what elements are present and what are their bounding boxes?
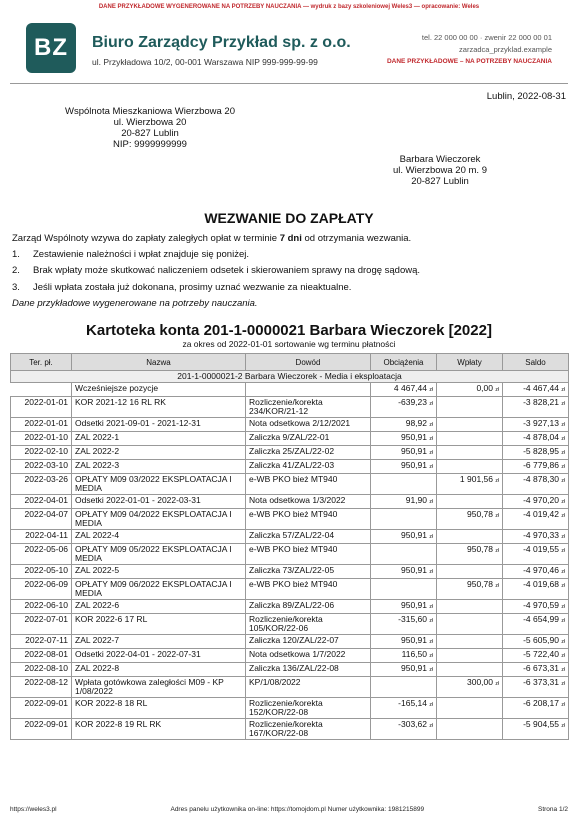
cell-balance: -3 828,21 zł	[503, 397, 569, 418]
cell-debit	[371, 509, 437, 530]
cell-name: Odsetki 2021-09-01 - 2021-12-31	[72, 418, 246, 432]
cell-balance: -6 673,31 zł	[503, 663, 569, 677]
cell-balance: -4 019,68 zł	[503, 579, 569, 600]
cell-balance: -4 970,46 zł	[503, 565, 569, 579]
cell-name: ZAL 2022-3	[72, 460, 246, 474]
cell-date: 2022-09-01	[11, 698, 72, 719]
ledger-table	[10, 353, 569, 740]
recipient-address	[360, 154, 520, 187]
table-row	[11, 698, 569, 719]
cell-date: 2022-03-10	[11, 460, 72, 474]
cell-name: ZAL 2022-5	[72, 565, 246, 579]
contact-phone: tel. 22 000 00 00 · zwenir 22 000 00 01	[421, 33, 552, 42]
ledger-title: Kartoteka konta 201-1-0000021 Barbara Wieczorek [2022]	[86, 322, 492, 339]
cell-credit	[437, 460, 503, 474]
cell-date: 2022-08-12	[11, 677, 72, 698]
cell-doc: Zaliczka 41/ZAL/22-03	[246, 460, 371, 474]
cell-doc: KP/1/08/2022	[246, 677, 371, 698]
table-row	[11, 677, 569, 698]
cell-debit: 98,92 zł	[371, 418, 437, 432]
cell-date: 2022-05-06	[11, 544, 72, 565]
cell-doc: e-WB PKO bież MT940	[246, 544, 371, 565]
cell-credit	[437, 432, 503, 446]
letter-date: Lublin, 2022-08-31	[486, 91, 566, 102]
cell-name: KOR 2022-8 19 RL RK	[72, 719, 246, 740]
cell-debit: 950,91 zł	[371, 635, 437, 649]
cell-debit: 950,91 zł	[371, 530, 437, 544]
cell-debit: 91,90 zł	[371, 495, 437, 509]
cell-date: 2022-06-10	[11, 600, 72, 614]
cell-credit	[437, 565, 503, 579]
table-row	[11, 565, 569, 579]
cell-balance: -4 654,99 zł	[503, 614, 569, 635]
cell-name: Odsetki 2022-01-01 - 2022-03-31	[72, 495, 246, 509]
contact-site: zarzadca_przyklad.example	[459, 45, 552, 54]
opening-credit: 0,00 zł	[437, 383, 503, 397]
cell-balance: -5 904,55 zł	[503, 719, 569, 740]
opening-debit: 4 467,44 zł	[371, 383, 437, 397]
cell-doc: Zaliczka 89/ZAL/22-06	[246, 600, 371, 614]
cell-balance: -4 878,04 zł	[503, 432, 569, 446]
cell-date: 2022-06-09	[11, 579, 72, 600]
points-list	[12, 247, 566, 296]
cell-debit	[371, 677, 437, 698]
cell-name: KOR 2022-6 17 RL	[72, 614, 246, 635]
cell-credit: 950,78 zł	[437, 579, 503, 600]
cell-balance: -4 878,30 zł	[503, 474, 569, 495]
sender-line: NIP: 9999999999	[113, 139, 187, 150]
cell-doc: Zaliczka 136/ZAL/22-08	[246, 663, 371, 677]
cell-doc: Rozliczenie/korekta 234/KOR/21-12	[246, 397, 371, 418]
cell-date: 2022-07-11	[11, 635, 72, 649]
table-row	[11, 397, 569, 418]
sender-line: Wspólnota Mieszkaniowa Wierzbowa 20	[64, 106, 236, 117]
cell-doc: Zaliczka 9/ZAL/22-01	[246, 432, 371, 446]
table-row	[11, 530, 569, 544]
cell-credit: 300,00 zł	[437, 677, 503, 698]
col-header-debit: Obciążenia	[371, 354, 437, 371]
cell-doc: Zaliczka 120/ZAL/22-07	[246, 635, 371, 649]
cell-balance: -5 722,40 zł	[503, 649, 569, 663]
table-row	[11, 418, 569, 432]
company-contact	[387, 32, 552, 68]
footer-right: Strona 1/2	[538, 806, 568, 813]
cell-credit	[437, 635, 503, 649]
cell-date: 2022-09-01	[11, 719, 72, 740]
cell-date: 2022-01-01	[11, 397, 72, 418]
cell-date: 2022-07-01	[11, 614, 72, 635]
table-row	[11, 495, 569, 509]
table-row	[11, 635, 569, 649]
cell-name: OPŁATY M09 05/2022 EKSPLOATACJA I MEDIA	[72, 544, 246, 565]
footer-center: Adres panelu użytkownika on-line: https://tomojdom.pl Numer użytkownika: 1981215899	[170, 806, 425, 813]
cell-name: ZAL 2022-8	[72, 663, 246, 677]
cell-doc: Rozliczenie/korekta 152/KOR/22-08	[246, 698, 371, 719]
cell-balance: -6 779,86 zł	[503, 460, 569, 474]
cell-name: KOR 2022-8 18 RL	[72, 698, 246, 719]
cell-doc: Nota odsetkowa 1/7/2022	[246, 649, 371, 663]
cell-debit: -165,14 zł	[371, 698, 437, 719]
col-header-doc: Dowód	[246, 354, 371, 371]
cell-balance: -5 605,90 zł	[503, 635, 569, 649]
table-row	[11, 432, 569, 446]
cell-name: ZAL 2022-7	[72, 635, 246, 649]
cell-credit	[437, 530, 503, 544]
cell-date: 2022-08-01	[11, 649, 72, 663]
company-logo: BZ	[26, 23, 76, 73]
cell-debit: 950,91 zł	[371, 446, 437, 460]
cell-credit	[437, 614, 503, 635]
cell-name: OPŁATY M09 04/2022 EKSPLOATACJA I MEDIA	[72, 509, 246, 530]
company-name: Biuro Zarządcy Przykład sp. z o.o.	[92, 34, 351, 51]
cell-credit: 1 901,56 zł	[437, 474, 503, 495]
col-header-name: Nazwa	[72, 354, 246, 371]
recipient-line: 20-827 Lublin	[411, 176, 469, 187]
cell-name: ZAL 2022-6	[72, 600, 246, 614]
table-row	[11, 649, 569, 663]
cell-date: 2022-03-26	[11, 474, 72, 495]
cell-name: Wpłata gotówkowa zaległości M09 - KP 1/08/2022	[72, 677, 246, 698]
cell-doc: e-WB PKO bież MT940	[246, 474, 371, 495]
col-header-credit: Wpłaty	[437, 354, 503, 371]
list-item: 3. Jeśli wpłata została już dokonana, prosimy uznać wezwanie za nieaktualne.	[12, 281, 352, 293]
cell-name: Odsetki 2022-04-01 - 2022-07-31	[72, 649, 246, 663]
cell-balance: -6 373,31 zł	[503, 677, 569, 698]
cell-debit: 950,91 zł	[371, 565, 437, 579]
cell-debit: 950,91 zł	[371, 663, 437, 677]
cell-date: 2022-05-10	[11, 565, 72, 579]
cell-name: ZAL 2022-4	[72, 530, 246, 544]
opening-balance: -4 467,44 zł	[503, 383, 569, 397]
cell-credit	[437, 663, 503, 677]
letter-title: WEZWANIE DO ZAPŁATY	[204, 210, 374, 226]
cell-credit: 950,78 zł	[437, 544, 503, 565]
cell-date: 2022-04-01	[11, 495, 72, 509]
ledger-header-row	[11, 354, 569, 371]
cell-credit	[437, 495, 503, 509]
cell-balance: -3 927,13 zł	[503, 418, 569, 432]
cell-doc: Zaliczka 57/ZAL/22-04	[246, 530, 371, 544]
cell-doc: Zaliczka 73/ZAL/22-05	[246, 565, 371, 579]
cell-name: ZAL 2022-2	[72, 446, 246, 460]
cell-debit	[371, 474, 437, 495]
cell-doc: e-WB PKO bież MT940	[246, 509, 371, 530]
cell-debit: -639,23 zł	[371, 397, 437, 418]
sender-line: ul. Wierzbowa 20	[113, 117, 187, 128]
cell-date: 2022-04-11	[11, 530, 72, 544]
table-row	[11, 600, 569, 614]
ledger-subtitle: za okres od 2022-01-01 sortowanie wg terminu płatności	[182, 339, 396, 349]
cell-credit	[437, 698, 503, 719]
deadline: 7 dni	[279, 233, 302, 244]
cell-name: KOR 2021-12 16 RL RK	[72, 397, 246, 418]
cell-date: 2022-01-01	[11, 418, 72, 432]
intro-text: Zarząd Wspólnoty wzywa do zapłaty zaległych opłat w terminie 7 dni od otrzymania wezwania.	[12, 233, 412, 244]
cell-debit	[371, 579, 437, 600]
cell-credit	[437, 649, 503, 663]
company-address: ul. Przykładowa 10/2, 00-001 Warszawa NIP 999-999-99-99	[92, 57, 318, 67]
recipient-line: ul. Wierzbowa 20 m. 9	[393, 165, 487, 176]
opening-name: Wcześniejsze pozycje	[72, 383, 246, 397]
cell-credit	[437, 397, 503, 418]
list-item: 1. Zestawienie należności i wpłat znajduje się poniżej.	[12, 249, 249, 261]
cell-balance: -4 970,59 zł	[503, 600, 569, 614]
cell-debit: 950,91 zł	[371, 432, 437, 446]
table-row	[11, 474, 569, 495]
table-row	[11, 719, 569, 740]
cell-doc: Nota odsetkowa 2/12/2021	[246, 418, 371, 432]
cell-doc: Zaliczka 25/ZAL/22-02	[246, 446, 371, 460]
cell-debit: 950,91 zł	[371, 460, 437, 474]
table-row	[11, 460, 569, 474]
cell-date: 2022-08-10	[11, 663, 72, 677]
cell-debit: -303,62 zł	[371, 719, 437, 740]
sender-line: 20-827 Lublin	[121, 128, 179, 139]
letter-body	[12, 231, 566, 312]
col-header-date: Ter. pł.	[11, 354, 72, 371]
cell-balance: -6 208,17 zł	[503, 698, 569, 719]
cell-debit: -315,60 zł	[371, 614, 437, 635]
cell-date: 2022-04-07	[11, 509, 72, 530]
table-row	[11, 663, 569, 677]
cell-balance: -4 970,20 zł	[503, 495, 569, 509]
table-row	[11, 544, 569, 565]
group-row	[11, 371, 569, 383]
disclaimer: Dane przykładowe wygenerowane na potrzeby nauczania.	[12, 297, 258, 309]
table-row	[11, 509, 569, 530]
list-item: 2. Brak wpłaty może skutkować naliczeniem odsetek i skierowaniem sprawy na drogę sądową.	[12, 265, 421, 277]
cell-balance: -5 828,95 zł	[503, 446, 569, 460]
cell-credit	[437, 719, 503, 740]
cell-doc: Rozliczenie/korekta 167/KOR/22-08	[246, 719, 371, 740]
cell-doc: Nota odsetkowa 1/3/2022	[246, 495, 371, 509]
cell-debit: 950,91 zł	[371, 600, 437, 614]
cell-credit	[437, 600, 503, 614]
cell-name: ZAL 2022-1	[72, 432, 246, 446]
cell-date: 2022-02-10	[11, 446, 72, 460]
cell-credit	[437, 418, 503, 432]
contact-sample-note: DANE PRZYKŁADOWE – NA POTRZEBY NAUCZANIA	[386, 58, 552, 65]
cell-name: OPŁATY M09 03/2022 EKSPLOATACJA I MEDIA	[72, 474, 246, 495]
table-row	[11, 579, 569, 600]
recipient-line: Barbara Wieczorek	[399, 154, 481, 165]
cell-debit	[371, 544, 437, 565]
table-row	[11, 614, 569, 635]
page-footer	[10, 806, 568, 813]
cell-doc: e-WB PKO bież MT940	[246, 579, 371, 600]
cell-date: 2022-01-10	[11, 432, 72, 446]
sample-data-notice: DANE PRZYKŁADOWE WYGENEROWANE NA POTRZEBY NAUCZANIA — wydruk z bazy szkoleniowej Weles3 — opracowanie: Weles	[98, 4, 480, 10]
col-header-balance: Saldo	[503, 354, 569, 371]
cell-debit: 116,50 zł	[371, 649, 437, 663]
cell-balance: -4 970,33 zł	[503, 530, 569, 544]
cell-doc: Rozliczenie/korekta 105/KOR/22-06	[246, 614, 371, 635]
cell-name: OPŁATY M09 06/2022 EKSPLOATACJA I MEDIA	[72, 579, 246, 600]
cell-balance: -4 019,55 zł	[503, 544, 569, 565]
header-divider	[10, 83, 568, 84]
group-label: 201-1-0000021-2 Barbara Wieczorek - Media i eksploatacja	[11, 371, 569, 383]
footer-left: https://weles3.pl	[10, 806, 57, 813]
table-row	[11, 446, 569, 460]
sender-address	[40, 106, 260, 150]
cell-credit: 950,78 zł	[437, 509, 503, 530]
cell-credit	[437, 446, 503, 460]
cell-balance: -4 019,42 zł	[503, 509, 569, 530]
opening-row	[11, 383, 569, 397]
